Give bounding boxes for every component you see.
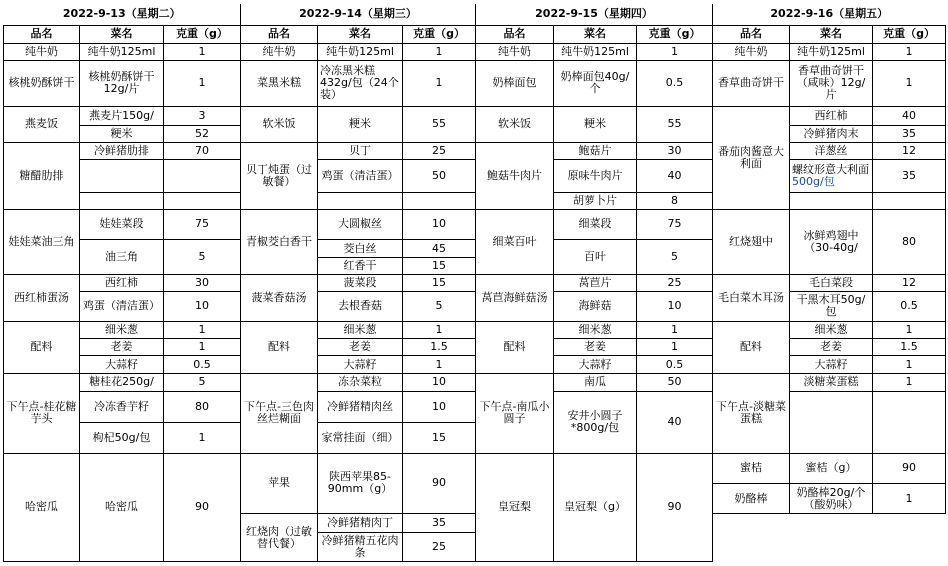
dish-cell: 菠菜香菇汤	[241, 274, 318, 322]
ingredient-cell: 细菜段	[554, 209, 637, 239]
col-header-ingredient: 菜名	[80, 25, 164, 43]
dish-cell: 鲍菇牛肉片	[476, 143, 554, 210]
weight-cell: 52	[164, 125, 241, 142]
dish-cell: 下午点-三色肉丝烂糊面	[241, 373, 318, 453]
dish-cell: 奶棒面包	[476, 61, 554, 107]
empty-cell	[790, 514, 873, 562]
ingredient-cell: 茭白丝	[318, 240, 403, 258]
ingredient-cell: 燕麦片150g/	[80, 106, 164, 125]
dish-cell: 香草曲奇饼干	[713, 61, 790, 107]
ingredient-cell: 安井小圆子*800g/包	[554, 391, 637, 453]
ingredient-cell: 西红柿	[790, 106, 873, 125]
col-header-weight: 克重（g）	[403, 25, 476, 43]
weight-cell: 30	[637, 143, 713, 160]
dish-cell: 莴苣海鲜菇汤	[476, 274, 554, 322]
dish-cell: 娃娃菜油三角	[4, 209, 80, 274]
ingredient-cell: 冷鲜猪精五花肉条	[318, 533, 403, 562]
weight-cell	[164, 192, 241, 209]
ingredient-cell: 大蒜籽	[554, 356, 637, 373]
ingredient-cell: 家常挂面（细）	[318, 423, 403, 453]
ingredient-cell: 南瓜	[554, 373, 637, 391]
ingredient-cell: 百叶	[554, 240, 637, 274]
ingredient-cell: 大蒜籽	[318, 356, 403, 373]
weight-cell: 75	[164, 209, 241, 239]
ingredient-cell: 奶酪棒20g/个（酸奶味）	[790, 483, 873, 513]
ingredient-cell	[790, 391, 873, 453]
dish-cell: 苹果	[241, 453, 318, 514]
empty-cell	[873, 514, 946, 562]
weight-cell: 10	[637, 291, 713, 321]
ingredient-cell: 纯牛奶125ml	[318, 43, 403, 60]
weight-cell: 55	[403, 106, 476, 142]
ingredient-cell: 鸡蛋（清洁蛋）	[318, 160, 403, 192]
weight-cell: 1.5	[403, 339, 476, 356]
ingredient-cell	[318, 192, 403, 209]
ingredient-cell: 冷鲜猪肉末	[790, 125, 873, 142]
ingredient-cell: 糖桂花250g/	[80, 373, 164, 391]
dish-cell: 燕麦饭	[4, 106, 80, 142]
ingredient-text: 螺纹形意大利面500g/包	[792, 162, 870, 188]
weight-cell: 0.5	[164, 356, 241, 373]
weight-cell: 5	[403, 291, 476, 321]
dish-cell: 贝丁炖蛋（过敏餐）	[241, 143, 318, 210]
ingredient-cell: 冷冻黑米糕432g/包（24个装）	[318, 61, 403, 107]
dish-cell: 菜黑米糕	[241, 61, 318, 107]
col-header-weight: 克重（g）	[637, 25, 713, 43]
weight-cell: 1	[403, 322, 476, 339]
weight-cell	[164, 160, 241, 192]
ingredient-cell: 老姜	[318, 339, 403, 356]
ingredient-cell: 鲍菇片	[554, 143, 637, 160]
ingredient-cell: 奶棒面包40g/个	[554, 61, 637, 107]
weight-cell: 1	[873, 43, 946, 60]
ingredient-cell: 冷冻香芋籽	[80, 391, 164, 422]
ingredient-cell	[790, 192, 873, 209]
weight-cell: 8	[637, 192, 713, 209]
ingredient-cell: 蜜桔（g）	[790, 453, 873, 483]
dish-cell: 蜜桔	[713, 453, 790, 483]
weight-cell: 70	[164, 143, 241, 160]
ingredient-cell: 原味牛肉片	[554, 160, 637, 192]
weight-cell: 80	[873, 209, 946, 274]
dish-cell: 哈密瓜	[4, 453, 80, 561]
weight-cell: 1	[637, 43, 713, 60]
ingredient-cell: 冻杂菜粒	[318, 373, 403, 391]
weight-cell: 15	[403, 258, 476, 274]
dish-cell: 细菜百叶	[476, 209, 554, 274]
weight-cell: 1	[873, 373, 946, 391]
menu-table	[3, 4, 946, 562]
weight-cell: 15	[403, 274, 476, 291]
ingredient-cell: 冷鲜猪精肉丝	[318, 391, 403, 422]
weight-cell: 0.5	[637, 356, 713, 373]
ingredient-cell: 大蒜籽	[80, 356, 164, 373]
weight-cell: 90	[637, 453, 713, 561]
weight-cell: 25	[637, 274, 713, 291]
ingredient-cell: 老姜	[790, 339, 873, 356]
dish-cell: 奶酪棒	[713, 483, 790, 513]
weight-cell: 10	[403, 391, 476, 422]
dish-cell: 番茄肉酱意大利面	[713, 106, 790, 209]
dish-cell: 青椒茭白香干	[241, 209, 318, 274]
ingredient-cell: 纯牛奶125ml	[554, 43, 637, 60]
ingredient-cell: 枸杞50g/包	[80, 423, 164, 453]
col-header-ingredient: 菜名	[554, 25, 637, 43]
weight-cell: 40	[637, 391, 713, 453]
ingredient-cell: 纯牛奶125ml	[790, 43, 873, 60]
ingredient-cell: 细米葱	[80, 322, 164, 339]
ingredient-cell: 菠菜段	[318, 274, 403, 291]
ingredient-cell: 红香干	[318, 258, 403, 274]
dish-cell: 配料	[476, 322, 554, 374]
date-header-3: 2022-9-15（星期四）	[476, 4, 713, 25]
weight-cell: 35	[403, 514, 476, 533]
date-header-1: 2022-9-13（星期二）	[4, 4, 241, 25]
dish-cell: 纯牛奶	[4, 43, 80, 60]
dish-cell: 软米饭	[476, 106, 554, 142]
weight-cell: 10	[403, 373, 476, 391]
dish-cell: 皇冠梨	[476, 453, 554, 561]
ingredient-cell: 淡糖菜蛋糕	[790, 373, 873, 391]
col-header-weight: 克重（g）	[873, 25, 946, 43]
package-size-text: 500g/包	[792, 174, 835, 188]
ingredient-cell: 哈密瓜	[80, 453, 164, 561]
ingredient-cell: 莴苣片	[554, 274, 637, 291]
weight-cell: 35	[873, 160, 946, 192]
ingredient-cell: 冷鲜猪肋排	[80, 143, 164, 160]
weight-cell: 15	[403, 423, 476, 453]
weight-cell: 1.5	[873, 339, 946, 356]
weight-cell: 40	[637, 160, 713, 192]
weight-cell: 1	[164, 61, 241, 107]
col-header-ingredient: 菜名	[790, 25, 873, 43]
ingredient-cell: 香草曲奇饼干（咸味）12g/片	[790, 61, 873, 107]
ingredient-cell: 去根香菇	[318, 291, 403, 321]
col-header-dish: 品名	[713, 25, 790, 43]
ingredient-cell: 纯牛奶125ml	[80, 43, 164, 60]
weight-cell: 1	[164, 322, 241, 339]
ingredient-cell: 油三角	[80, 240, 164, 274]
weight-cell: 5	[164, 240, 241, 274]
weight-cell: 0.5	[637, 61, 713, 107]
weight-cell: 10	[164, 291, 241, 321]
dish-cell: 西红柿蛋汤	[4, 274, 80, 322]
ingredient-cell: 老姜	[554, 339, 637, 356]
weight-cell: 12	[873, 274, 946, 291]
weight-cell: 12	[873, 143, 946, 160]
col-header-ingredient: 菜名	[318, 25, 403, 43]
ingredient-cell: 细米葱	[318, 322, 403, 339]
weight-cell: 1	[873, 483, 946, 513]
ingredient-cell: 贝丁	[318, 143, 403, 160]
weight-cell: 45	[403, 240, 476, 258]
weight-cell: 1	[403, 43, 476, 60]
weight-cell: 1	[164, 339, 241, 356]
weight-cell: 1	[873, 61, 946, 107]
weight-cell: 30	[164, 274, 241, 291]
ingredient-cell: 大圆椒丝	[318, 209, 403, 239]
weight-cell	[873, 192, 946, 209]
weight-cell	[403, 192, 476, 209]
weight-cell: 5	[637, 240, 713, 274]
empty-cell	[713, 514, 790, 562]
weight-cell: 3	[164, 106, 241, 125]
dish-cell: 配料	[241, 322, 318, 374]
weight-cell: 90	[403, 453, 476, 514]
col-header-weight: 克重（g）	[164, 25, 241, 43]
ingredient-cell: 陕西苹果85-90mm（g）	[318, 453, 403, 514]
ingredient-cell: 大蒜籽	[790, 356, 873, 373]
weight-cell: 55	[637, 106, 713, 142]
dish-cell: 下午点-桂花糖芋头	[4, 373, 80, 453]
col-header-dish: 品名	[476, 25, 554, 43]
ingredient-cell: 娃娃菜段	[80, 209, 164, 239]
ingredient-cell: 粳米	[318, 106, 403, 142]
weight-cell: 35	[873, 125, 946, 142]
dish-cell: 纯牛奶	[241, 43, 318, 60]
weight-cell: 50	[403, 160, 476, 192]
dish-cell: 配料	[713, 322, 790, 374]
weight-cell: 1	[403, 356, 476, 373]
weight-cell: 80	[164, 391, 241, 422]
dish-cell: 纯牛奶	[476, 43, 554, 60]
dish-cell: 配料	[4, 322, 80, 374]
dish-cell: 糖醋肋排	[4, 143, 80, 210]
weight-cell: 25	[403, 143, 476, 160]
ingredient-cell	[790, 160, 873, 192]
weight-cell: 90	[873, 453, 946, 483]
weight-cell: 1	[164, 423, 241, 453]
dish-cell: 红烧翅中	[713, 209, 790, 274]
ingredient-cell: 毛白菜段	[790, 274, 873, 291]
ingredient-cell: 鸡蛋（清洁蛋）	[80, 291, 164, 321]
dish-cell: 下午点-南瓜小圆子	[476, 373, 554, 453]
ingredient-cell: 核桃奶酥饼干12g/片	[80, 61, 164, 107]
ingredient-cell: 干黑木耳50g/包	[790, 291, 873, 321]
ingredient-cell: 海鲜菇	[554, 291, 637, 321]
weight-cell: 1	[403, 61, 476, 107]
col-header-dish: 品名	[241, 25, 318, 43]
ingredient-cell: 洋葱丝	[790, 143, 873, 160]
col-header-dish: 品名	[4, 25, 80, 43]
dish-cell: 软米饭	[241, 106, 318, 142]
weight-cell: 1	[637, 339, 713, 356]
ingredient-cell: 胡萝卜片	[554, 192, 637, 209]
date-header-2: 2022-9-14（星期三）	[241, 4, 476, 25]
weight-cell: 1	[637, 322, 713, 339]
weight-cell: 1	[873, 322, 946, 339]
ingredient-cell	[80, 192, 164, 209]
weight-cell: 50	[637, 373, 713, 391]
ingredient-cell: 粳米	[554, 106, 637, 142]
dish-cell: 下午点-淡糖菜蛋糕	[713, 373, 790, 453]
ingredient-cell: 冰鲜鸡翅中（30-40g/	[790, 209, 873, 274]
weight-cell: 10	[403, 209, 476, 239]
ingredient-cell: 细米葱	[554, 322, 637, 339]
ingredient-cell	[80, 160, 164, 192]
ingredient-cell: 粳米	[80, 125, 164, 142]
dish-cell: 纯牛奶	[713, 43, 790, 60]
weight-cell: 5	[164, 373, 241, 391]
date-header-4: 2022-9-16（星期五）	[713, 4, 946, 25]
dish-cell: 毛白菜木耳汤	[713, 274, 790, 322]
weight-cell: 40	[873, 106, 946, 125]
ingredient-cell: 细米葱	[790, 322, 873, 339]
weight-cell	[873, 391, 946, 453]
ingredient-cell: 老姜	[80, 339, 164, 356]
weight-cell: 1	[873, 356, 946, 373]
ingredient-cell: 西红柿	[80, 274, 164, 291]
weight-cell: 25	[403, 533, 476, 562]
weight-cell: 1	[164, 43, 241, 60]
ingredient-cell: 冷鲜猪精肉丁	[318, 514, 403, 533]
weight-cell: 75	[637, 209, 713, 239]
weight-cell: 90	[164, 453, 241, 561]
dish-cell: 核桃奶酥饼干	[4, 61, 80, 107]
weight-cell: 0.5	[873, 291, 946, 321]
ingredient-cell: 皇冠梨（g）	[554, 453, 637, 561]
dish-cell: 红烧肉（过敏替代餐）	[241, 514, 318, 562]
